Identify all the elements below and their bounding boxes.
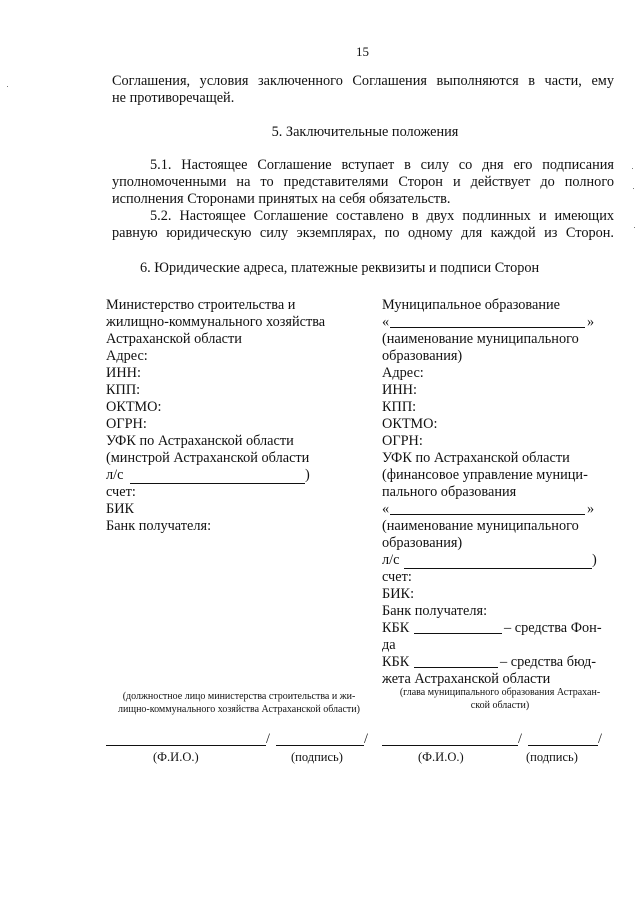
right-inn-label: ИНН: [382,382,417,398]
right-quote-close: » [587,314,595,330]
left-slash: / [266,731,270,747]
right-bik-label: БИК: [382,586,415,602]
page-number: 15 [356,44,369,59]
right-party-line: (наименование муниципального [382,331,579,347]
scan-speck [634,227,635,228]
right-ls-close: ) [592,552,597,568]
right-sign-label: (подпись) [526,750,578,764]
right-account-label: л/с [382,552,400,568]
right-signature-line [528,745,598,746]
right-slash-end: / [598,731,602,747]
scan-speck [7,86,8,87]
scan-speck [632,168,633,169]
left-ls-close: ) [305,467,310,483]
right-kbk2-blank [414,667,498,668]
right-ls-blank [404,568,592,569]
section5-p2-line-2: равную юридическую силу экземплярах, по одному для каждой из Сторон. [112,225,614,241]
right-kbk1-blank [414,633,502,634]
right-signatory-caption [386,686,614,712]
scan-speck [633,188,634,189]
left-address-label: Адрес: [106,348,148,364]
intro-line-1: Соглашения, условия заключенного Соглашения выполняются в части, ему [112,73,614,89]
left-slash-end: / [364,731,368,747]
right-ogrn-label: ОГРН: [382,433,423,449]
right-signatory-caption-line: (глава муниципального образования Астрахан- [399,687,601,698]
right-kbk2-wrap: жета Астраханской области [382,671,551,687]
right-ufk-line: УФК по Астраханской области [382,450,570,466]
right-quote-close-2: » [587,501,595,517]
left-account-label: л/с [106,467,124,483]
right-address-label: Адрес: [382,365,424,381]
right-kpp-label: КПП: [382,399,417,415]
right-oktmo-label: ОКТМО: [382,416,438,432]
right-bank-label: Банк получателя: [382,603,488,619]
left-ufk-line: УФК по Астраханской области [106,433,294,449]
left-fio-line [106,745,266,746]
left-signature-line [276,745,364,746]
intro-line-2: не противоречащей. [112,90,235,106]
right-ufk-line: (финансовое управление муници- [382,467,588,483]
right-kbk2-label: КБК [382,654,410,670]
right-kbk1-tail: – средства Фон- [504,620,602,636]
right-schet-label: счет: [382,569,412,585]
left-ls-blank [130,483,305,484]
section5-p1-line-1: 5.1. Настоящее Соглашение вступает в силу со дня его подписания [150,157,614,173]
right-kbk1-label: КБК [382,620,410,636]
left-party-line: Министерство строительства и [106,297,296,313]
right-quote-open-2: « [382,501,390,517]
right-party-line: Муниципальное образование [382,297,560,313]
left-ufk-line: (минстрой Астраханской области [106,450,310,466]
left-schet-label: счет: [106,484,136,500]
section6-heading: 6. Юридические адреса, платежные реквизиты и подписи Сторон [140,260,540,276]
right-mo-name-blank [390,327,585,328]
right-quote-open: « [382,314,390,330]
left-inn-label: ИНН: [106,365,141,381]
right-kbk2-tail: – средства бюд- [500,654,596,670]
left-oktmo-label: ОКТМО: [106,399,162,415]
left-kpp-label: КПП: [106,382,141,398]
right-slash: / [518,731,522,747]
right-kbk1-wrap: да [382,637,396,653]
right-fio-label: (Ф.И.О.) [418,750,464,764]
right-party-line: образования) [382,535,463,551]
right-party-line: образования) [382,348,463,364]
section5-p1-line-2: уполномоченными на то представителями Сторон и действует до полного [112,174,614,190]
left-sign-label: (подпись) [291,750,343,764]
section5-p2-line-1: 5.2. Настоящее Соглашение составлено в двух подлинных и имеющих [150,208,614,224]
left-ogrn-label: ОГРН: [106,416,147,432]
right-fin-name-blank [390,514,585,515]
left-party-line: Астраханской области [106,331,242,347]
right-fio-line [382,745,518,746]
left-bank-label: Банк получателя: [106,518,212,534]
left-signatory-caption-line: (должностное лицо министерства строительства и жи- [122,691,356,702]
left-party-details [106,297,325,535]
left-bik-label: БИК [106,501,135,517]
section5-p1-line-3: исполнения Сторонами принятых на себя обязательств. [112,191,451,207]
left-party-line: жилищно-коммунального хозяйства [106,314,326,330]
left-signatory-caption [108,690,370,716]
section5-heading: 5. Заключительные положения [271,124,459,140]
left-signatory-caption-line: лищно-коммунального хозяйства Астраханской области) [118,704,360,715]
right-ufk-line: пального образования [382,484,517,500]
right-party-line: (наименование муниципального [382,518,579,534]
left-fio-label: (Ф.И.О.) [153,750,199,764]
right-signatory-caption-line: ской области) [470,700,530,711]
